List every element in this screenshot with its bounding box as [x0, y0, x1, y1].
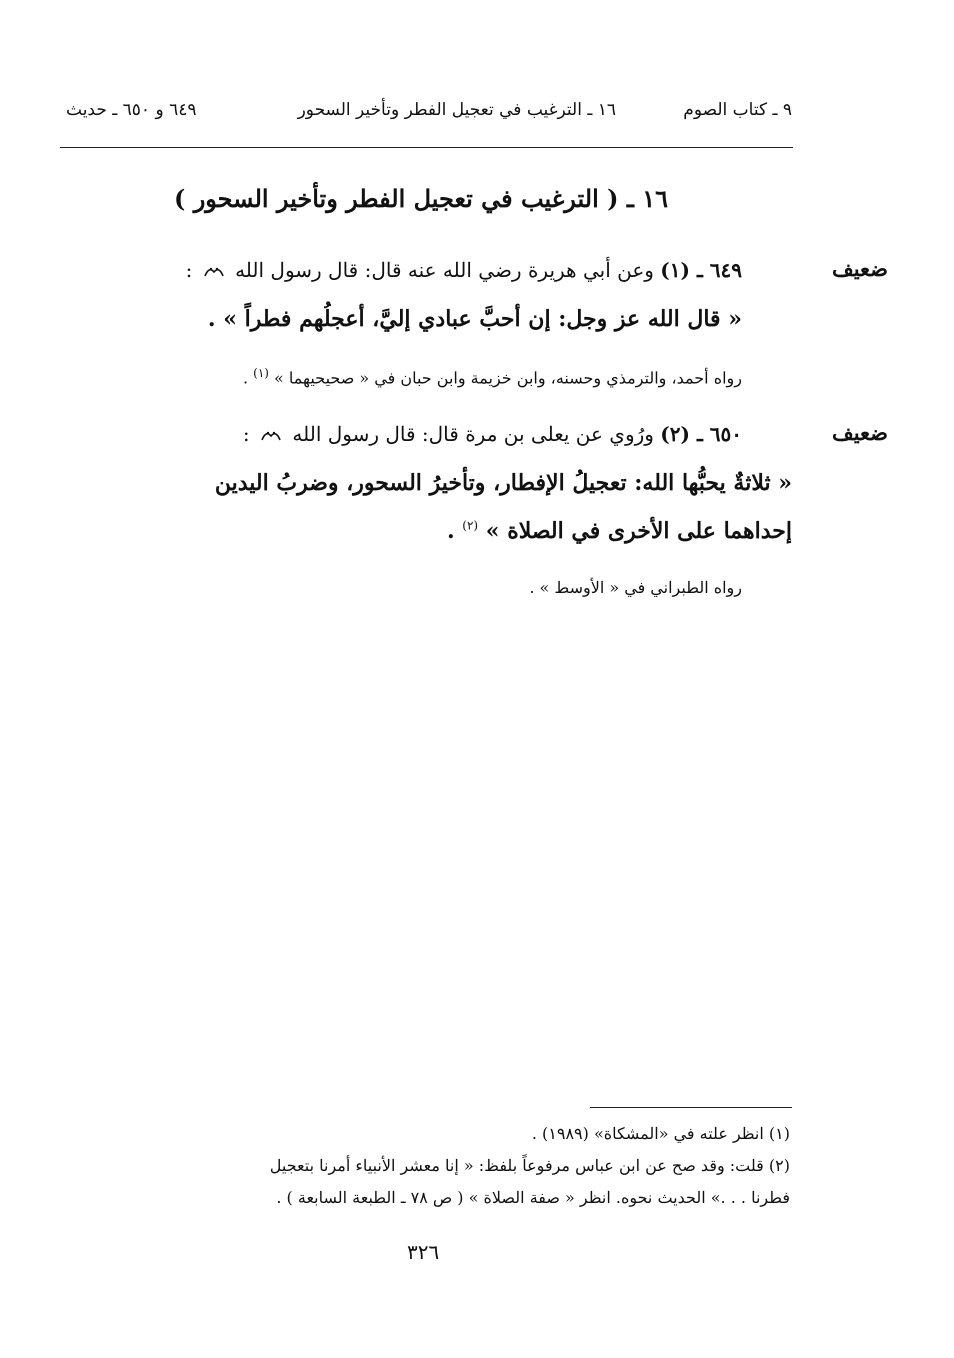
- hadith-source-650: رواه الطبراني في « الأوسط » .: [529, 578, 742, 597]
- hadith-text-650-line-1: « ثلاثةٌ يحبُّها الله: تعجيلُ الإفطار، وتأخيرُ السحور، وضربُ اليدين: [214, 470, 792, 496]
- header-hadith-range: ٦٤٩ و ٦٥٠ ـ حديث: [66, 100, 197, 120]
- hadith-grade-650: ضعيف: [831, 420, 888, 445]
- chapter-title: ١٦ ـ ( الترغيب في تعجيل الفطر وتأخير السحور ): [173, 184, 668, 213]
- header-book-title: ٩ ـ كتاب الصوم: [683, 100, 792, 120]
- hadith-intro-650: [243, 422, 742, 446]
- footnote-marker-1: (١): [253, 366, 269, 380]
- hadith-intro-text-649: وعن أبي هريرة رضي الله عنه قال: قال رسول الله: [235, 258, 654, 282]
- hadith-intro-colon-649: :: [185, 258, 193, 282]
- header-rule: [60, 147, 793, 148]
- footnote-2-line-2: فطرنا . . .» الحديث نحوه. انظر « صفة الصلاة » ( ص ٧٨ ـ الطبعة السابعة ) .: [276, 1188, 790, 1207]
- hadith-grade-649: ضعيف: [831, 256, 888, 281]
- page-number: ٣٢٦: [407, 1240, 440, 1264]
- hadith-intro-colon-650: :: [242, 422, 250, 446]
- footnote-rule: [590, 1107, 792, 1108]
- hadith-number-650: ٦٥٠ ـ (٢): [660, 422, 742, 446]
- hadith-text-649: « قال الله عز وجل: إن أحبَّ عبادي إليَّ، أعجلُهم فطراً » .: [207, 306, 742, 332]
- hadith-text-650-line-2-text: إحداهما على الأخرى في الصلاة »: [485, 518, 792, 544]
- hadith-intro-649: [186, 258, 742, 282]
- hadith-intro-text-650: ورُوي عن يعلى بن مرة قال: قال رسول الله: [292, 422, 654, 446]
- hadith-source-end-649: .: [242, 368, 249, 388]
- footnote-1: (١) انظر علته في «المشكاة» (١٩٨٩) .: [531, 1124, 790, 1143]
- hadith-text-650-end: .: [446, 518, 455, 544]
- hadith-text-650-line-2: [447, 518, 792, 544]
- hadith-source-text-649: رواه أحمد، والترمذي وحسنه، وابن خزيمة وابن حبان في « صحيحيهما »: [274, 368, 742, 388]
- footnote-2-line-1: (٢) قلت: وقد صح عن ابن عباس مرفوعاً بلفظ: « إنا معشر الأنبياء أمرنا بتعجيل: [269, 1156, 790, 1175]
- salawat-seal-icon: [203, 264, 225, 280]
- hadith-source-649: [243, 366, 742, 387]
- header-chapter-title: ١٦ ـ الترغيب في تعجيل الفطر وتأخير السحور: [297, 100, 616, 120]
- salawat-seal-icon: [260, 428, 282, 444]
- hadith-number-649: ٦٤٩ ـ (١): [660, 258, 742, 282]
- footnote-marker-2: (٢): [462, 518, 479, 533]
